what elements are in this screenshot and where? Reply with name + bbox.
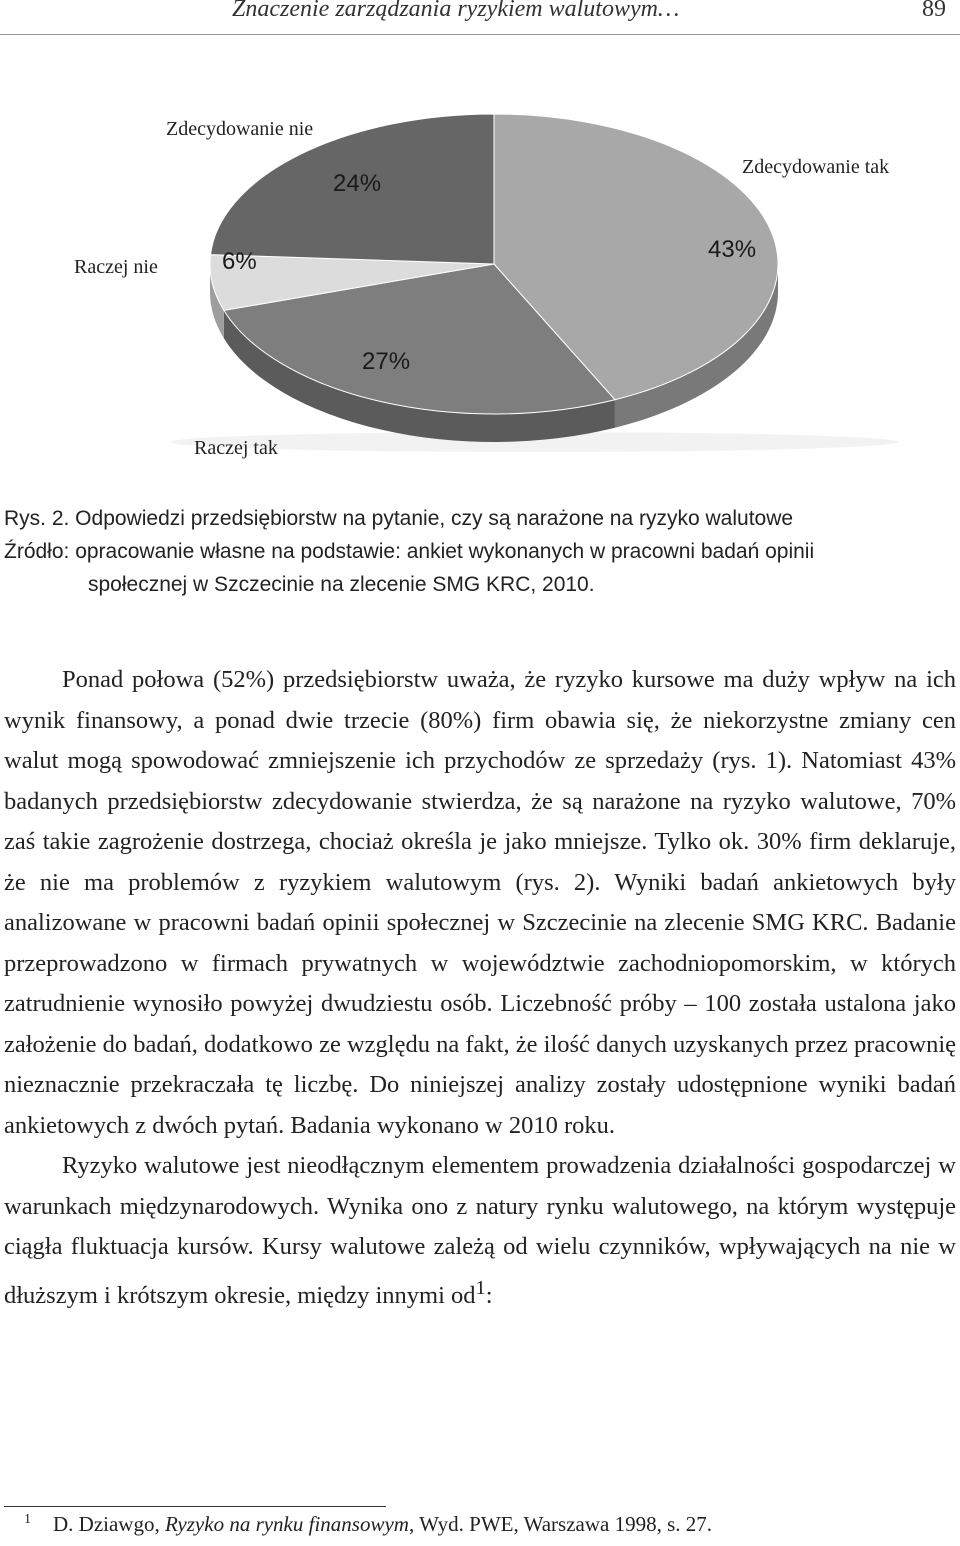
legend-label-zdecydowanie-nie: Zdecydowanie nie: [166, 118, 314, 140]
header-rule: [0, 34, 960, 35]
body-text: [4, 660, 956, 1316]
paragraph-2-end: :: [485, 1281, 493, 1309]
footnote-ref[interactable]: 1: [475, 1276, 486, 1299]
pie-chart-svg: [0, 60, 960, 500]
footnote-author: D. Dziawgo,: [53, 1512, 165, 1536]
paragraph-1: Ponad połowa (52%) przedsiębiorstw uważa, że ryzyko kursowe ma duży wpływ na ich wynik finansowy, a ponad dwie trzecie (80%) firm obawia się, że niekorzystne zmiany cen walut mogą spowodować zmniejszenie ich przychodów ze sprzedaży (rys. 1). Natomiast 43% badanych przedsiębiorstw zdecydowanie stwierdza, że są narażone na ryzyko walutowe, 70% zaś takie zagrożenie dostrzega, chociaż określa je jako mniejsze. Tylko ok. 30% firm deklaruje, że nie ma problemów z ryzykiem walutowym (rys. 2). Wyniki badań ankietowych były analizowane w pracowni badań opinii społecznej w Szczecinie na zlecenie SMG KRC. Badanie przeprowadzono w firmach prywatnych w województwie zachodniopomorskim, w których zatrudnienie wynosiło powyżej dwudziestu osób. Liczebność próby – 100 została ustalona jako założenie do badań, dodatkowo ze względu na fakt, że ilość danych uzyskanych przez pracownię nieznacznie przekraczała tę liczbę. Do niniejszej analizy zostały udostępnione wyniki badań ankietowych z dwóch pytań. Badania wykonano w 2010 roku.: [4, 666, 956, 1139]
figure-caption: [4, 502, 954, 601]
footnote-publisher: , Wyd. PWE, Warszawa 1998, s. 27.: [408, 1512, 713, 1536]
figure-title: Rys. 2. Odpowiedzi przedsiębiorstw na pytanie, czy są narażone na ryzyko walutowe: [4, 507, 794, 530]
figure-source-continued: społecznej w Szczecinie na zlecenie SMG KRC, 2010.: [88, 573, 595, 596]
figure-source: Źródło: opracowanie własne na podstawie: ankiet wykonanych w pracowni badań opinii: [4, 540, 815, 563]
running-head: [0, 0, 960, 34]
pie-chart: [0, 60, 960, 500]
footnote-rule: [4, 1506, 386, 1507]
footnote: [24, 1512, 712, 1537]
value-label-raczej-tak: 27%: [362, 348, 411, 375]
value-label-zdecydowanie-tak: 43%: [708, 236, 757, 263]
value-label-zdecydowanie-nie: 24%: [333, 170, 382, 197]
running-head-title: Znaczenie zarządzania ryzykiem walutowym…: [232, 0, 680, 22]
legend-label-zdecydowanie-tak: Zdecydowanie tak: [742, 156, 890, 178]
legend-label-raczej-nie: Raczej nie: [74, 256, 158, 278]
footnote-number: 1: [24, 1512, 31, 1527]
footnote-book-title: Ryzyko na rynku finansowym: [164, 1512, 409, 1536]
page-number: 89: [922, 0, 946, 22]
paragraph-2-text: Ryzyko walutowe jest nieodłącznym elementem prowadzenia działalności gospodarczej w warunkach międzynarodowych. Wynika ono z natury rynku walutowego, na którym występuje ciągła fluktuacja kursów. Kursy walutowe zależą od wielu czynników, wpływających na nie w dłuższym i krótszym okresie, między innymi od: [4, 1152, 956, 1309]
paragraph-2: [4, 1146, 956, 1316]
legend-label-raczej-tak: Raczej tak: [194, 437, 278, 459]
value-label-raczej-nie: 6%: [222, 248, 257, 275]
